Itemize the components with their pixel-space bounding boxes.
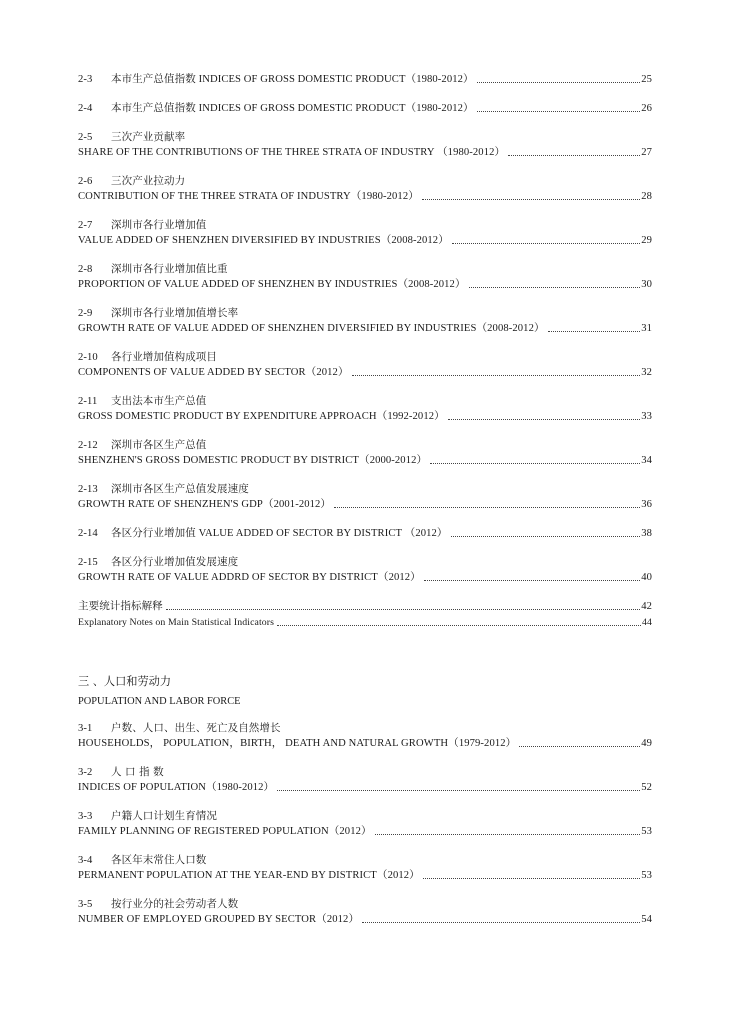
toc-line-zh	[78, 809, 652, 824]
toc-line-en	[78, 145, 652, 160]
toc-line-zh	[78, 306, 652, 321]
leader-dots	[477, 82, 640, 83]
entry-title-en: VALUE ADDED OF SHENZHEN DIVERSIFIED BY INDUSTRIES（2008-2012）	[78, 235, 449, 246]
entry-number: 2-9	[78, 308, 93, 319]
entry-title-zh: 各行业增加值构成项目	[111, 351, 217, 363]
leader-dots	[334, 507, 640, 508]
entry-number: 2-6	[78, 176, 93, 187]
toc-line	[78, 101, 652, 116]
page-number: 25	[641, 74, 652, 85]
entry-title-en: FAMILY PLANNING OF REGISTERED POPULATION（2012）	[78, 826, 372, 837]
entry-title-zh: 户籍人口计划生育情况	[111, 810, 217, 822]
leader-dots	[477, 111, 640, 112]
toc-text	[78, 101, 474, 116]
toc-line-en	[78, 912, 652, 927]
entry-title-zh: 支出法本市生产总值	[111, 395, 207, 407]
toc-entry	[78, 130, 652, 160]
entry-title-en: GROWTH RATE OF VALUE ADDED OF SHENZHEN DIVERSIFIED BY INDUSTRIES（2008-2012）	[78, 323, 545, 334]
page-number: 32	[641, 367, 652, 378]
section-title-zh: 三 、人口和劳动力	[78, 675, 172, 688]
notes-en-line	[78, 615, 652, 630]
toc-text	[78, 218, 206, 233]
page-number: 33	[641, 411, 652, 422]
toc-text	[78, 306, 238, 321]
toc-entry	[78, 72, 652, 87]
entry-title-en: CONTRIBUTION OF THE THREE STRATA OF INDUSTRY（1980-2012）	[78, 191, 419, 202]
page-number: 28	[641, 191, 652, 202]
toc-line-zh	[78, 721, 652, 736]
entry-title-zh: 三次产业贡献率	[111, 131, 186, 143]
entry-number: 3-1	[78, 723, 93, 734]
entry-number: 2-11	[78, 396, 98, 407]
leader-dots	[424, 580, 640, 581]
toc-line-zh	[78, 394, 652, 409]
entry-title-zh: 三次产业拉动力	[111, 175, 186, 187]
entry-title-en: NUMBER OF EMPLOYED GROUPED BY SECTOR（2012）	[78, 914, 360, 925]
toc-line-en	[78, 497, 652, 512]
entry-title-zh: 各区分行业增加值发展速度	[111, 556, 239, 568]
toc-text	[78, 765, 164, 780]
section-title-en: POPULATION AND LABOR FORCE	[78, 696, 241, 707]
entry-number: 2-14	[78, 528, 98, 539]
leader-dots	[508, 155, 640, 156]
toc-text	[78, 262, 228, 277]
toc-entry	[78, 101, 652, 116]
entry-title-zh: 深圳市各区生产总值	[111, 439, 207, 451]
entry-number: 3-3	[78, 811, 93, 822]
leader-dots	[448, 419, 640, 420]
toc-line-en	[78, 409, 652, 424]
toc-text	[78, 438, 206, 453]
toc-entry	[78, 262, 652, 292]
toc-line	[78, 72, 652, 87]
toc-line-en	[78, 277, 652, 292]
page-number: 26	[641, 103, 652, 114]
toc-text	[78, 526, 448, 541]
toc-entry	[78, 721, 652, 751]
entry-title-en: SHARE OF THE CONTRIBUTIONS OF THE THREE STRATA OF INDUSTRY （1980-2012）	[78, 147, 506, 158]
toc-text	[78, 555, 238, 570]
toc-line-zh	[78, 555, 652, 570]
page-number: 53	[641, 826, 652, 837]
toc-text	[78, 72, 474, 87]
toc-text	[78, 897, 238, 912]
toc-line-en	[78, 824, 652, 839]
leader-dots	[548, 331, 641, 332]
entry-title-zh: 户数、人口、出生、死亡及自然增长	[111, 722, 281, 734]
page-number: 52	[641, 782, 652, 793]
page-number: 31	[641, 323, 652, 334]
entry-title-en: COMPONENTS OF VALUE ADDED BY SECTOR（2012）	[78, 367, 349, 378]
page-number: 40	[641, 572, 652, 583]
entry-number: 3-5	[78, 899, 93, 910]
entry-title-zh: 人 口 指 数	[111, 766, 164, 778]
entry-title-en: INDICES OF GROSS DOMESTIC PRODUCT（1980-2012）	[198, 103, 474, 114]
entry-title-zh: 各区年末常住人口数	[111, 854, 207, 866]
toc-line-en	[78, 189, 652, 204]
toc-line-zh	[78, 130, 652, 145]
toc-entry	[78, 438, 652, 468]
toc-entry	[78, 765, 652, 795]
entry-title-zh: 深圳市各区生产总值发展速度	[111, 483, 249, 495]
toc-line-en	[78, 570, 652, 585]
toc-line-zh	[78, 174, 652, 189]
leader-dots	[452, 243, 640, 244]
entry-title-en: SHENZHEN'S GROSS DOMESTIC PRODUCT BY DISTRICT（2000-2012）	[78, 455, 428, 466]
toc-entry	[78, 897, 652, 927]
toc-entry	[78, 809, 652, 839]
explanatory-notes-block	[78, 599, 652, 630]
leader-dots	[166, 609, 640, 610]
page-number: 49	[641, 738, 652, 749]
entry-title-en: GROWTH RATE OF SHENZHEN'S GDP（2001-2012）	[78, 499, 332, 510]
toc-text	[78, 350, 217, 365]
page-number: 29	[641, 235, 652, 246]
page-number: 36	[641, 499, 652, 510]
entry-number: 2-15	[78, 557, 98, 568]
toc-entry	[78, 394, 652, 424]
toc-line-en	[78, 321, 652, 336]
leader-dots	[519, 746, 640, 747]
page-number: 53	[641, 870, 652, 881]
page-number: 42	[641, 601, 652, 612]
notes-zh-title: 主要统计指标解释	[78, 600, 163, 612]
entry-title-zh: 本市生产总值指数	[111, 73, 196, 85]
entry-title-en: INDICES OF POPULATION（1980-2012）	[78, 782, 275, 793]
entry-number: 2-13	[78, 484, 98, 495]
entry-title-zh: 深圳市各行业增加值增长率	[111, 307, 239, 319]
toc-line-zh	[78, 897, 652, 912]
toc-text	[78, 482, 249, 497]
leader-dots	[423, 878, 640, 879]
toc-line-zh	[78, 765, 652, 780]
leader-dots	[277, 625, 641, 626]
entry-number: 2-10	[78, 352, 98, 363]
leader-dots	[362, 922, 640, 923]
page-number: 34	[641, 455, 652, 466]
entry-title-en: GROWTH RATE OF VALUE ADDRD OF SECTOR BY DISTRICT（2012）	[78, 572, 421, 583]
toc-text	[78, 174, 185, 189]
entry-number: 3-2	[78, 767, 93, 778]
toc-line-zh	[78, 482, 652, 497]
page-number: 30	[641, 279, 652, 290]
toc-line-en	[78, 780, 652, 795]
toc-line-zh	[78, 262, 652, 277]
entry-number: 2-8	[78, 264, 93, 275]
notes-en-title: Explanatory Notes on Main Statistical Indicators	[78, 617, 275, 628]
leader-dots	[352, 375, 641, 376]
entry-title-en: PERMANENT POPULATION AT THE YEAR-END BY DISTRICT（2012）	[78, 870, 420, 881]
leader-dots	[430, 463, 640, 464]
toc-entry	[78, 218, 652, 248]
leader-dots	[451, 536, 641, 537]
toc-line	[78, 526, 652, 541]
entry-title-zh: 本市生产总值指数	[111, 102, 196, 114]
toc-entry	[78, 350, 652, 380]
toc-list-section-2	[78, 72, 652, 585]
entry-number: 2-12	[78, 440, 98, 451]
entry-number: 2-7	[78, 220, 93, 231]
entry-title-zh: 按行业分的社会劳动者人数	[111, 898, 239, 910]
entry-number: 2-5	[78, 132, 93, 143]
entry-number: 3-4	[78, 855, 93, 866]
toc-text	[78, 809, 217, 824]
page-number: 38	[641, 528, 652, 539]
entry-number: 2-4	[78, 103, 93, 114]
toc-line-en	[78, 233, 652, 248]
entry-title-en: PROPORTION OF VALUE ADDED OF SHENZHEN BY INDUSTRIES（2008-2012）	[78, 279, 466, 290]
toc-line-zh	[78, 218, 652, 233]
toc-text	[78, 721, 281, 736]
toc-line-en	[78, 365, 652, 380]
toc-entry	[78, 482, 652, 512]
toc-entry	[78, 526, 652, 541]
entry-title-en: HOUSEHOLDS， POPULATION，BIRTH， DEATH AND NATURAL GROWTH（1979-2012）	[78, 738, 517, 749]
entry-title-en: GROSS DOMESTIC PRODUCT BY EXPENDITURE APPROACH（1992-2012）	[78, 411, 445, 422]
notes-zh-line	[78, 599, 652, 614]
page-number: 44	[642, 617, 652, 628]
table-of-contents	[78, 72, 652, 941]
entry-title-zh: 各区分行业增加值	[111, 527, 196, 539]
leader-dots	[375, 834, 641, 835]
toc-text	[78, 394, 206, 409]
toc-text	[78, 130, 185, 145]
toc-line-en	[78, 453, 652, 468]
entry-title-en: INDICES OF GROSS DOMESTIC PRODUCT（1980-2012）	[198, 74, 474, 85]
toc-line-zh	[78, 438, 652, 453]
toc-text	[78, 853, 206, 868]
entry-title-zh: 深圳市各行业增加值	[111, 219, 207, 231]
toc-entry	[78, 306, 652, 336]
toc-line-zh	[78, 350, 652, 365]
toc-entry	[78, 174, 652, 204]
toc-line-en	[78, 736, 652, 751]
page-number: 27	[641, 147, 652, 158]
toc-list-section-3	[78, 721, 652, 927]
toc-entry	[78, 555, 652, 585]
toc-line-zh	[78, 853, 652, 868]
leader-dots	[277, 790, 640, 791]
leader-dots	[469, 287, 641, 288]
toc-entry	[78, 853, 652, 883]
entry-title-zh: 深圳市各行业增加值比重	[111, 263, 228, 275]
page-number: 54	[641, 914, 652, 925]
toc-line-en	[78, 868, 652, 883]
entry-title-en: VALUE ADDED OF SECTOR BY DISTRICT （2012）	[198, 528, 448, 539]
entry-number: 2-3	[78, 74, 93, 85]
leader-dots	[422, 199, 640, 200]
